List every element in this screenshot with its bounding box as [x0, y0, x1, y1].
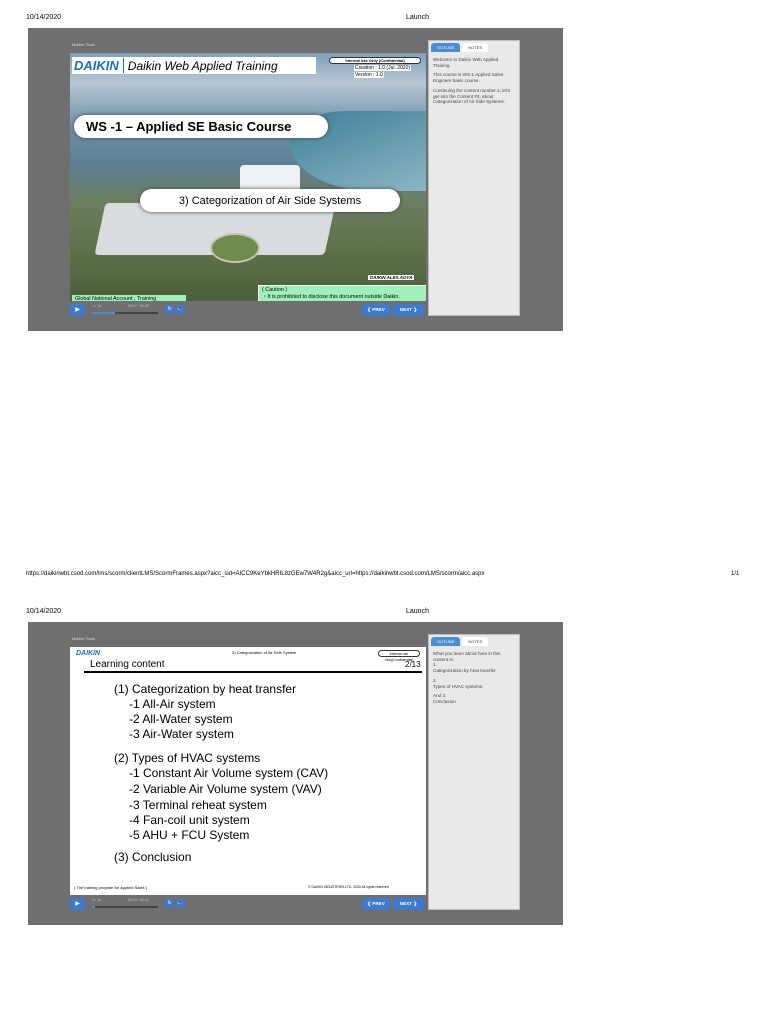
tab-outline[interactable]: OUTLINE	[431, 43, 460, 52]
marker-tools-label[interactable]: Marker Tools	[72, 42, 95, 47]
notes-panel-2	[428, 634, 520, 910]
outline-item: -5 AHU + FCU System	[129, 828, 250, 842]
note-line: Conclusion	[433, 699, 456, 705]
player-window-2	[28, 622, 563, 925]
topic-title: 3) Categorization of Air Side Systems	[140, 189, 400, 212]
org-line-1: Global National Account , Training	[75, 296, 157, 301]
tab-notes[interactable]: NOTES	[462, 637, 488, 646]
outline-item: -2 All-Water system	[129, 712, 233, 726]
note-line: This course is WS-1 Applied Sales Engineer basic course.	[433, 72, 504, 84]
note-line: 2.	[433, 677, 437, 683]
print-title: Launch	[406, 608, 429, 615]
outline-item: (2) Types of HVAC systems	[114, 751, 261, 765]
marker-tools-label[interactable]: Marker Tools	[72, 636, 95, 641]
outline-item: -1 Constant Air Volume system (CAV)	[129, 766, 329, 780]
print-date: 10/14/2020	[26, 14, 62, 21]
note-line: 1.	[433, 662, 437, 668]
confidential-badge: Internal use Only (Confidential)	[329, 57, 421, 64]
note-line: Welcome to Daikin Web Applied Training.	[433, 57, 499, 68]
heading-rule	[84, 671, 422, 673]
notes-text	[429, 54, 519, 112]
outline-item: (1) Categorization by heat transfer	[114, 682, 297, 696]
outline-item: -3 Terminal reheat system	[129, 798, 267, 812]
slide-heading: Learning content	[90, 659, 165, 670]
note-line: What you learn about here in this content is:	[433, 651, 501, 662]
print-title: Launch	[406, 14, 429, 21]
confidential-badge: Internal use Only(Confidential)	[378, 650, 420, 657]
outline-item: -2 Variable Air Volume system (VAV)	[129, 782, 322, 796]
note-line: Types of HVAC systems.	[433, 683, 484, 689]
player-window-1	[28, 28, 563, 331]
outline-item: (3) Conclusion	[114, 850, 192, 864]
org-box	[72, 295, 186, 301]
prev-button[interactable]: ❮ PREV	[362, 898, 390, 910]
daikin-logo: DAIKIN	[76, 650, 101, 657]
slide-footer-right: © DAIKIN INDUSTRIES,LTD. 2020 All rights reserved	[308, 885, 389, 889]
player-controls-1	[70, 303, 426, 317]
play-button[interactable]: ▶	[70, 898, 85, 910]
title-slide	[70, 53, 426, 301]
audio-icon[interactable]: 🔈	[177, 900, 184, 906]
prev-button[interactable]: ❮ PREV	[362, 304, 390, 316]
caution-box	[258, 285, 426, 301]
ales-label: DAIKIN ALES AOYA	[370, 275, 413, 280]
note-line: And 3.	[433, 693, 447, 699]
slide-header: 3) Categorization of Air Side System	[232, 650, 297, 655]
outline-item: -4 Fan-coil unit system	[129, 813, 250, 827]
print-url: https://daikinwbt.csod.com/lms/scorm/clientLMS/ScormFrames.aspx?aicc_sid=AICC9KeYbkHRIL8zGEw7W4R2g&aicc_url=https://daikinwbt.csod.com/LMS/scorm/aicc.aspx	[26, 571, 485, 577]
creation-version: Creation ; 1.0 (Jul. 2020)	[355, 65, 411, 71]
progress-bar[interactable]	[92, 906, 158, 908]
course-title: WS -1 – Applied SE Basic Course	[74, 115, 328, 138]
replay-icon[interactable]: ↻	[165, 899, 174, 908]
player-controls-2	[70, 897, 426, 911]
next-button[interactable]: NEXT ❯	[393, 898, 424, 910]
slide-counter: 1 / 14	[92, 304, 101, 308]
print-page-number: 1/1	[731, 571, 740, 577]
brand-title: Daikin Web Applied Training	[127, 58, 278, 73]
progress-bar[interactable]	[92, 312, 158, 314]
tab-notes[interactable]: NOTES	[462, 43, 488, 52]
notes-panel-1	[428, 40, 520, 316]
next-button[interactable]: NEXT ❯	[393, 304, 424, 316]
note-line: Categorization by heat transfer	[433, 668, 496, 674]
caution-title: ( Caution )	[262, 287, 288, 293]
brand-banner	[72, 57, 316, 74]
replay-icon[interactable]: ↻	[165, 305, 174, 314]
time-display: 00:07 / 00:20	[128, 304, 149, 308]
audio-icon[interactable]: 🔈	[177, 306, 184, 312]
slide-footer-left: ( The training program for Applied Sales )	[74, 885, 148, 890]
caution-line-1: ・It is prohibited to disclose this document outside Daikin.	[262, 293, 400, 300]
print-date: 10/14/2020	[26, 608, 62, 615]
daikin-logo: DAIKIN	[72, 58, 124, 73]
outline-item: -3 Air-Water system	[129, 727, 234, 741]
notes-text	[429, 648, 519, 708]
tab-outline[interactable]: OUTLINE	[431, 637, 460, 646]
content-slide	[70, 647, 426, 895]
outline-item: -1 All-Air system	[129, 697, 216, 711]
time-display: 00:01 / 00:21	[128, 898, 149, 902]
garden-image	[210, 233, 260, 263]
version-number: Version ; 1.0	[355, 72, 383, 78]
note-line: Continuing the content number 2, let's get into the Content #3, about Categorization of Air Side Systems.	[433, 87, 511, 105]
slide-counter: 2 / 14	[92, 898, 101, 902]
page-indicator: 2/13	[405, 660, 421, 669]
play-button[interactable]: ▶	[70, 304, 85, 316]
